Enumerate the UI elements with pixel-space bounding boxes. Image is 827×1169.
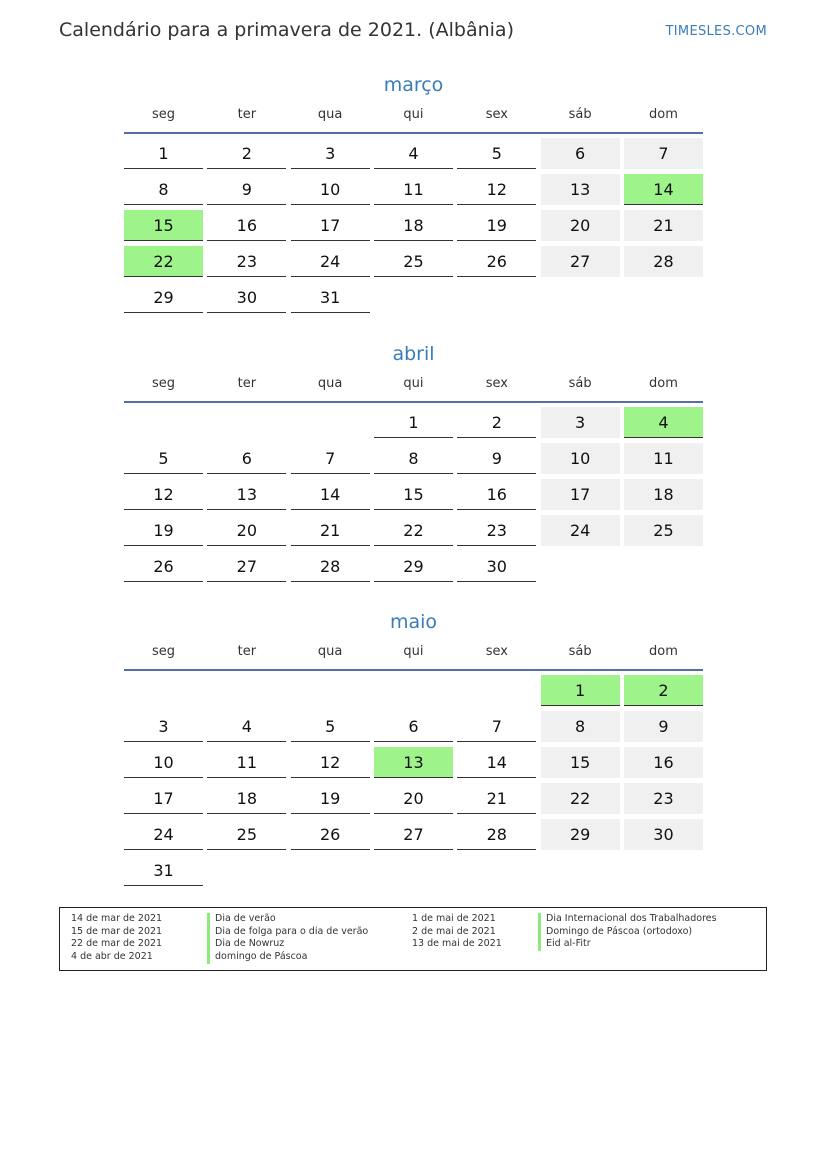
legend-date: 4 de abr de 2021 — [71, 951, 153, 963]
weekend-day-cell: 22 — [541, 783, 620, 814]
day-cell: 17 — [291, 210, 370, 241]
legend-names-left — [207, 913, 368, 964]
empty-cell — [541, 551, 620, 582]
weekend-day-cell: 6 — [541, 138, 620, 169]
day-cell: 14 — [457, 747, 536, 778]
day-cell: 8 — [374, 443, 453, 474]
empty-cell — [207, 675, 286, 706]
empty-cell — [624, 551, 703, 582]
legend-dates-right — [412, 913, 502, 951]
empty-cell — [291, 675, 370, 706]
holiday-day-cell: 4 — [624, 407, 703, 438]
weekend-day-cell: 20 — [541, 210, 620, 241]
holiday-day-cell: 13 — [374, 747, 453, 778]
day-grid — [124, 675, 703, 886]
day-cell: 12 — [124, 479, 203, 510]
weekend-day-cell: 18 — [624, 479, 703, 510]
weekday-label: ter — [237, 107, 257, 122]
legend-holiday-name: Dia de Nowruz — [207, 938, 368, 951]
day-cell: 27 — [374, 819, 453, 850]
day-cell: 19 — [124, 515, 203, 546]
day-cell: 23 — [457, 515, 536, 546]
weekend-day-cell: 25 — [624, 515, 703, 546]
day-cell: 2 — [457, 407, 536, 438]
legend-date: 14 de mar de 2021 — [71, 913, 163, 924]
day-cell: 6 — [207, 443, 286, 474]
day-cell: 12 — [291, 747, 370, 778]
day-cell: 4 — [207, 711, 286, 742]
weekday-label: dom — [649, 376, 678, 391]
day-cell: 25 — [374, 246, 453, 277]
legend-date: 1 de mai de 2021 — [412, 913, 496, 924]
day-cell: 5 — [124, 443, 203, 474]
day-grid — [124, 407, 703, 582]
day-cell: 8 — [124, 174, 203, 205]
day-cell: 5 — [291, 711, 370, 742]
day-cell: 20 — [207, 515, 286, 546]
empty-cell — [291, 407, 370, 438]
empty-cell — [124, 407, 203, 438]
header-divider — [124, 401, 703, 403]
weekday-header-row — [124, 374, 703, 394]
day-cell: 14 — [291, 479, 370, 510]
day-cell: 9 — [457, 443, 536, 474]
day-grid — [124, 138, 703, 313]
day-cell: 26 — [457, 246, 536, 277]
day-cell: 30 — [207, 282, 286, 313]
weekday-label: ter — [237, 644, 257, 659]
empty-cell — [541, 282, 620, 313]
legend-holiday-name: domingo de Páscoa — [207, 951, 368, 964]
weekend-day-cell: 27 — [541, 246, 620, 277]
holiday-legend — [59, 907, 767, 971]
empty-cell — [124, 675, 203, 706]
legend-holiday-name: Eid al-Fitr — [538, 938, 717, 951]
header-divider — [124, 669, 703, 671]
weekend-day-cell: 8 — [541, 711, 620, 742]
day-cell: 4 — [374, 138, 453, 169]
empty-cell — [207, 407, 286, 438]
weekday-label: seg — [151, 376, 176, 391]
weekday-header-row — [124, 105, 703, 125]
weekend-day-cell: 16 — [624, 747, 703, 778]
day-cell: 5 — [457, 138, 536, 169]
day-cell: 12 — [457, 174, 536, 205]
page-title: Calendário para a primavera de 2021. (Albânia) — [59, 19, 514, 41]
weekend-day-cell: 9 — [624, 711, 703, 742]
legend-dates-left — [71, 913, 162, 964]
month-name: abril — [392, 343, 435, 365]
day-cell: 25 — [207, 819, 286, 850]
day-cell: 11 — [207, 747, 286, 778]
weekday-label: sex — [485, 644, 508, 659]
weekday-label: dom — [649, 107, 678, 122]
day-cell: 28 — [457, 819, 536, 850]
day-cell: 16 — [457, 479, 536, 510]
day-cell: 2 — [207, 138, 286, 169]
day-cell: 15 — [374, 479, 453, 510]
weekend-day-cell: 21 — [624, 210, 703, 241]
weekend-day-cell: 13 — [541, 174, 620, 205]
day-cell: 21 — [457, 783, 536, 814]
weekday-label: qua — [317, 644, 343, 659]
month-name: março — [383, 74, 444, 96]
holiday-day-cell: 2 — [624, 675, 703, 706]
day-cell: 30 — [457, 551, 536, 582]
site-link[interactable]: TIMESLES.COM — [665, 24, 767, 39]
empty-cell — [457, 855, 536, 886]
weekend-day-cell: 23 — [624, 783, 703, 814]
month-block — [124, 71, 703, 313]
legend-date: 22 de mar de 2021 — [71, 938, 163, 950]
empty-cell — [374, 282, 453, 313]
empty-cell — [624, 855, 703, 886]
day-cell: 19 — [291, 783, 370, 814]
weekday-label: qui — [403, 644, 424, 659]
day-cell: 28 — [291, 551, 370, 582]
legend-holiday-name: Dia Internacional dos Trabalhadores — [538, 913, 717, 926]
day-cell: 22 — [374, 515, 453, 546]
holiday-day-cell: 22 — [124, 246, 203, 277]
month-block — [124, 340, 703, 582]
day-cell: 7 — [457, 711, 536, 742]
legend-date: 15 de mar de 2021 — [71, 925, 163, 937]
weekday-label: sáb — [568, 376, 592, 391]
month-name: maio — [389, 611, 438, 633]
day-cell: 23 — [207, 246, 286, 277]
holiday-day-cell: 1 — [541, 675, 620, 706]
day-cell: 26 — [124, 551, 203, 582]
day-cell: 31 — [124, 855, 203, 886]
weekday-label: sex — [485, 107, 508, 122]
day-cell: 21 — [291, 515, 370, 546]
legend-holiday-name: Dia de folga para o dia de verão — [207, 926, 368, 939]
weekday-label: qua — [317, 376, 343, 391]
empty-cell — [541, 855, 620, 886]
weekday-label: seg — [151, 644, 176, 659]
weekday-label: qui — [403, 376, 424, 391]
month-block — [124, 608, 703, 886]
empty-cell — [457, 675, 536, 706]
legend-names-right — [538, 913, 717, 951]
weekday-label: sáb — [568, 644, 592, 659]
day-cell: 6 — [374, 711, 453, 742]
day-cell: 3 — [124, 711, 203, 742]
legend-holiday-name: Dia de verão — [207, 913, 368, 926]
weekday-label: seg — [151, 107, 176, 122]
day-cell: 13 — [207, 479, 286, 510]
day-cell: 9 — [207, 174, 286, 205]
empty-cell — [374, 855, 453, 886]
day-cell: 29 — [124, 282, 203, 313]
day-cell: 18 — [207, 783, 286, 814]
day-cell: 20 — [374, 783, 453, 814]
weekend-day-cell: 11 — [624, 443, 703, 474]
day-cell: 1 — [124, 138, 203, 169]
legend-date: 2 de mai de 2021 — [412, 925, 496, 937]
day-cell: 11 — [374, 174, 453, 205]
weekend-day-cell: 28 — [624, 246, 703, 277]
weekday-header-row — [124, 642, 703, 662]
weekday-label: ter — [237, 376, 257, 391]
empty-cell — [457, 282, 536, 313]
day-cell: 27 — [207, 551, 286, 582]
day-cell: 18 — [374, 210, 453, 241]
legend-date: 13 de mai de 2021 — [412, 938, 502, 950]
day-cell: 29 — [374, 551, 453, 582]
legend-holiday-name: Domingo de Páscoa (ortodoxo) — [538, 926, 717, 939]
weekend-day-cell: 29 — [541, 819, 620, 850]
weekend-day-cell: 30 — [624, 819, 703, 850]
empty-cell — [291, 855, 370, 886]
weekday-label: sáb — [568, 107, 592, 122]
holiday-day-cell: 14 — [624, 174, 703, 205]
day-cell: 17 — [124, 783, 203, 814]
empty-cell — [207, 855, 286, 886]
weekday-label: sex — [485, 376, 508, 391]
weekend-day-cell: 7 — [624, 138, 703, 169]
empty-cell — [374, 675, 453, 706]
empty-cell — [624, 282, 703, 313]
weekend-day-cell: 15 — [541, 747, 620, 778]
day-cell: 7 — [291, 443, 370, 474]
day-cell: 10 — [291, 174, 370, 205]
day-cell: 1 — [374, 407, 453, 438]
day-cell: 24 — [291, 246, 370, 277]
day-cell: 16 — [207, 210, 286, 241]
day-cell: 10 — [124, 747, 203, 778]
holiday-day-cell: 15 — [124, 210, 203, 241]
weekend-day-cell: 24 — [541, 515, 620, 546]
day-cell: 26 — [291, 819, 370, 850]
weekday-label: qui — [403, 107, 424, 122]
weekend-day-cell: 17 — [541, 479, 620, 510]
weekday-label: qua — [317, 107, 343, 122]
weekend-day-cell: 10 — [541, 443, 620, 474]
header-divider — [124, 132, 703, 134]
day-cell: 31 — [291, 282, 370, 313]
day-cell: 19 — [457, 210, 536, 241]
weekday-label: dom — [649, 644, 678, 659]
weekend-day-cell: 3 — [541, 407, 620, 438]
day-cell: 3 — [291, 138, 370, 169]
day-cell: 24 — [124, 819, 203, 850]
